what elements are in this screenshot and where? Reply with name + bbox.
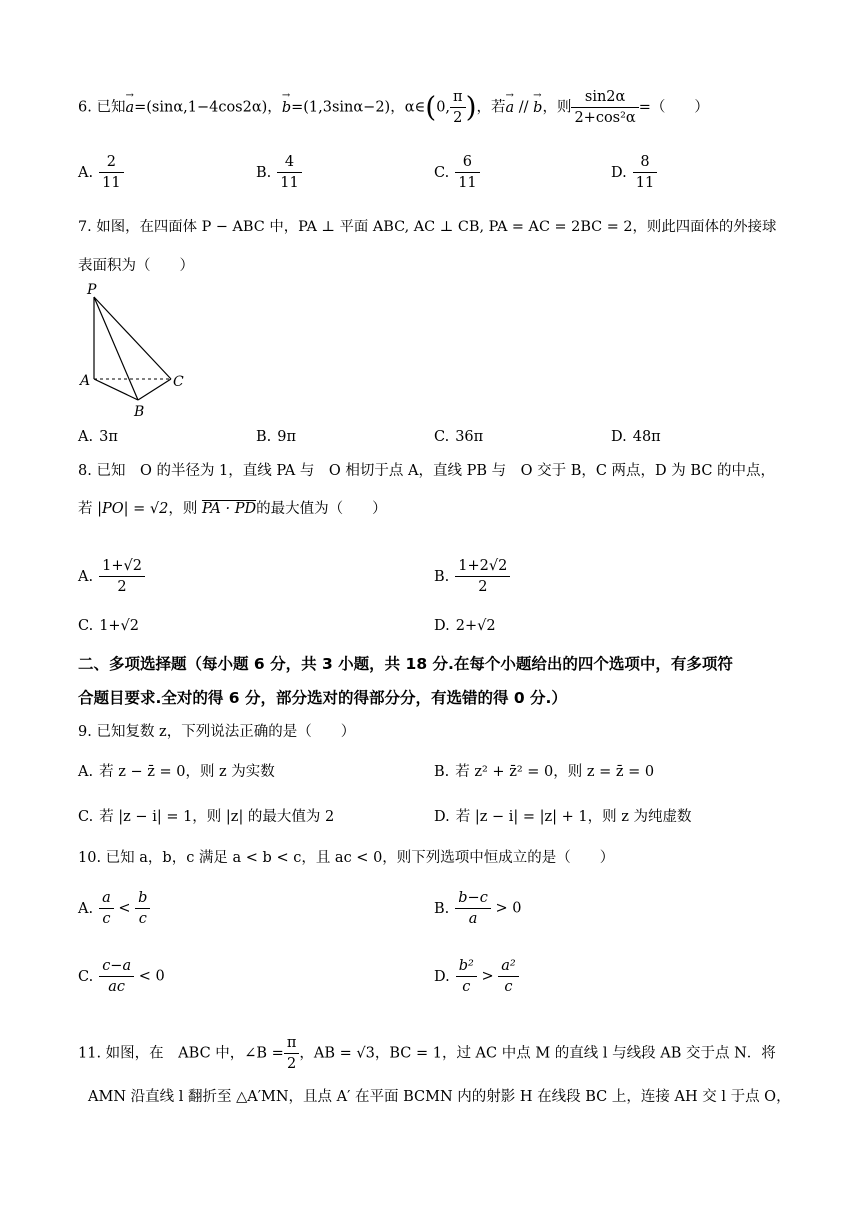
- q7-option-c[interactable]: C. 36π: [434, 429, 484, 445]
- q6-option-c[interactable]: C. $\frac{6}{11}$: [434, 152, 480, 193]
- q9-stem: 9. 已知复数 z，下列说法正确的是（ ）: [78, 724, 356, 740]
- q11-stem-line2: AMN 沿直线 l 翻折至 △A′MN，且点 A′ 在平面 BCMN 内的射影 H 在线段 BC 上，连接 AH 交 l 于点 O，: [88, 1089, 791, 1105]
- q6-option-a[interactable]: A. $\frac{2}{11}$: [78, 152, 124, 193]
- label-B: B: [134, 404, 145, 420]
- label-C: C: [173, 374, 184, 390]
- vector-b: → b: [282, 97, 291, 119]
- q10-option-d[interactable]: D. $\frac{\text{b²}}{c}$ > $\frac{\text{a²}}{c}$: [434, 956, 519, 997]
- q8-option-a[interactable]: A. $\frac{1+√2}{2}$: [78, 556, 145, 597]
- q6-target-fraction: $\frac{\sin 2\alpha}{\text{2+cos²α}}$: [571, 87, 638, 128]
- q8-stem-line1: 8. 已知 O 的半径为 1，直线 PA 与 O 相切于点 A，直线 PB 与 O 交于 B，C 两点，D 为 BC 的中点，: [78, 463, 776, 479]
- q9-option-c[interactable]: C. 若 |z − i| = 1，则 |z| 的最大值为 2: [78, 809, 335, 825]
- q10-option-c[interactable]: C. $\frac{c-a}{ac}$ < 0: [78, 958, 165, 995]
- q7-option-d[interactable]: D. 48π: [611, 429, 661, 445]
- q8-option-b[interactable]: B. $\frac{1+2√2}{2}$: [434, 556, 510, 597]
- q10-option-a[interactable]: A. $\frac{a}{c}$ < $\frac{b}{c}$: [78, 888, 150, 929]
- section2-heading-line2: 合题目要求.全对的得 6 分，部分选对的得部分分，有选错的得 0 分.）: [78, 689, 567, 707]
- q6-stem: 6. 已知→ a=(sinα,1−4cos2α)，→ b=(1,3sinα−2)，α∈(0, $\frac{\pi}{2}$ )，若→ a // → b，则 $\frac{\sin 2\alpha}{\text{2+cos²α}}$ =（ ）: [78, 87, 709, 128]
- q7-stem-line2: 表面积为（ ）: [78, 258, 194, 274]
- q9-option-a[interactable]: A. 若 z − z̄ = 0，则 z 为实数: [78, 764, 275, 780]
- q8-option-d[interactable]: D. 2+√2: [434, 618, 496, 634]
- section2-heading-line1: 二、多项选择题（每小题 6 分，共 3 小题，共 18 分.在每个小题给出的四个选项中，有多项符: [78, 655, 733, 673]
- q11-stem-line1: 11. 如图，在 ABC 中，∠B = $\frac{\pi}{2}$ ，AB = √3，BC = 1，过 AC 中点 M 的直线 l 与线段 AB 交于点 N．将: [78, 1035, 776, 1072]
- label-P: P: [87, 282, 97, 298]
- q9-option-d[interactable]: D. 若 |z − i| = |z| + 1，则 z 为纯虚数: [434, 809, 692, 825]
- q10-stem: 10. 已知 a，b，c 满足 a < b < c，且 ac < 0，则下列选项中恒成立的是（ ）: [78, 850, 615, 866]
- q6-option-b[interactable]: B. $\frac{4}{11}$: [256, 152, 302, 193]
- interval-fraction: $\frac{\pi}{2}$: [450, 87, 466, 128]
- q8-stem-line2: 若 |PO| = √2，则 PA · PD的最大值为（ ）: [78, 501, 387, 517]
- q7-option-b[interactable]: B. 9π: [256, 429, 297, 445]
- tetrahedron-figure: [78, 282, 198, 420]
- q6-option-d[interactable]: D. $\frac{8}{11}$: [611, 152, 657, 193]
- q10-option-b[interactable]: B. $\frac{b-c}{a}$ > 0: [434, 890, 522, 927]
- q8-option-c[interactable]: C. 1+√2: [78, 618, 140, 634]
- label-A: A: [80, 373, 91, 389]
- q7-option-a[interactable]: A. 3π: [78, 429, 118, 445]
- vector-a: → a: [125, 97, 134, 119]
- q9-option-b[interactable]: B. 若 z² + z̄² = 0，则 z = z̄ = 0: [434, 764, 655, 780]
- q7-stem-line1: 7. 如图，在四面体 P − ABC 中，PA ⊥ 平面 ABC, AC ⊥ CB, PA = AC = 2BC = 2，则此四面体的外接球: [78, 219, 777, 235]
